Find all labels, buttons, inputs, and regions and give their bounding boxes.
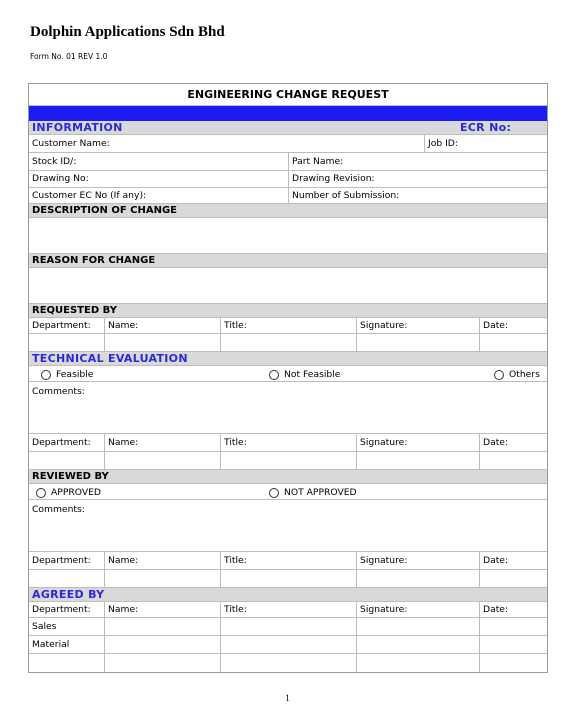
- requested-date-input[interactable]: [479, 334, 547, 351]
- col-name: Name:: [104, 552, 220, 569]
- sales-signature-input[interactable]: [356, 618, 479, 635]
- information-heading: INFORMATION: [32, 121, 123, 134]
- col-date: Date:: [479, 602, 547, 617]
- technical-header-row: [29, 434, 547, 452]
- requested-by-header-row: [29, 318, 547, 334]
- material-date-input[interactable]: [479, 636, 547, 653]
- requested-by-heading: REQUESTED BY: [32, 305, 117, 316]
- agreed-row-blank: [29, 654, 547, 672]
- agreed-material-label: Material: [32, 639, 70, 650]
- technical-signature-input[interactable]: [356, 452, 479, 469]
- col-signature: Signature:: [356, 602, 479, 617]
- reason-heading: REASON FOR CHANGE: [32, 255, 156, 266]
- requested-by-entry-row: [29, 334, 547, 352]
- option-feasible-label: Feasible: [56, 369, 94, 380]
- title-accent-bar: [29, 106, 547, 121]
- agreed-sales-label: Sales: [32, 621, 57, 632]
- info-row-ec: [29, 188, 547, 204]
- radio-icon[interactable]: [494, 370, 504, 380]
- blank-date-input[interactable]: [479, 654, 547, 672]
- col-department: Department:: [32, 320, 91, 331]
- requested-signature-input[interactable]: [356, 334, 479, 351]
- radio-icon[interactable]: [269, 488, 279, 498]
- info-row-stock: [29, 153, 547, 171]
- radio-icon[interactable]: [36, 488, 46, 498]
- technical-comments-label: Comments:: [32, 386, 85, 397]
- review-comments-field[interactable]: [29, 500, 547, 552]
- section-technical-evaluation: [29, 352, 547, 366]
- requested-department-input[interactable]: [29, 334, 104, 351]
- agreed-header-row: [29, 602, 547, 618]
- col-signature: Signature:: [356, 552, 479, 569]
- technical-date-input[interactable]: [479, 452, 547, 469]
- option-others-label: Others: [509, 369, 540, 380]
- customer-ec-field[interactable]: Customer EC No (If any):: [32, 190, 147, 201]
- option-approved-label: APPROVED: [51, 487, 101, 498]
- col-date: Date:: [479, 434, 547, 451]
- col-name: Name:: [104, 318, 220, 333]
- material-name-input[interactable]: [104, 636, 220, 653]
- description-heading: DESCRIPTION OF CHANGE: [32, 205, 177, 216]
- review-comments-label: Comments:: [32, 504, 85, 515]
- option-others[interactable]: [494, 369, 540, 380]
- col-department: Department:: [32, 604, 91, 615]
- col-title: Title:: [220, 552, 356, 569]
- section-requested-by: [29, 304, 547, 318]
- technical-name-input[interactable]: [104, 452, 220, 469]
- col-name: Name:: [104, 434, 220, 451]
- customer-name-field[interactable]: Customer Name:: [32, 137, 110, 149]
- technical-entry-row: [29, 452, 547, 470]
- col-title: Title:: [220, 318, 356, 333]
- blank-title-input[interactable]: [220, 654, 356, 672]
- option-not-approved-label: NOT APPROVED: [284, 487, 357, 498]
- col-department: Department:: [32, 437, 91, 448]
- section-agreed-by: [29, 588, 547, 602]
- blank-name-input[interactable]: [104, 654, 220, 672]
- review-date-input[interactable]: [479, 570, 547, 587]
- material-signature-input[interactable]: [356, 636, 479, 653]
- stock-id-field[interactable]: Stock ID/:: [32, 155, 77, 167]
- option-not-feasible-label: Not Feasible: [284, 369, 341, 380]
- form-title: ENGINEERING CHANGE REQUEST: [29, 84, 547, 106]
- col-title: Title:: [220, 602, 356, 617]
- review-header-row: [29, 552, 547, 570]
- col-date: Date:: [479, 318, 547, 333]
- review-title-input[interactable]: [220, 570, 356, 587]
- page-number: 1: [285, 693, 290, 703]
- review-options-row: [29, 484, 547, 500]
- review-name-input[interactable]: [104, 570, 220, 587]
- section-description: [29, 204, 547, 218]
- reviewed-by-heading: REVIEWED BY: [32, 471, 109, 482]
- ecr-number-label: ECR No:: [460, 121, 512, 134]
- sales-title-input[interactable]: [220, 618, 356, 635]
- part-name-field[interactable]: Part Name:: [288, 153, 547, 170]
- review-department-input[interactable]: [29, 570, 104, 587]
- job-id-field[interactable]: Job ID:: [424, 135, 547, 152]
- technical-department-input[interactable]: [29, 452, 104, 469]
- option-feasible[interactable]: [41, 369, 93, 380]
- col-signature: Signature:: [356, 318, 479, 333]
- material-title-input[interactable]: [220, 636, 356, 653]
- submission-number-field[interactable]: Number of Submission:: [288, 188, 547, 203]
- review-signature-input[interactable]: [356, 570, 479, 587]
- agreed-by-heading: AGREED BY: [32, 588, 105, 601]
- sales-name-input[interactable]: [104, 618, 220, 635]
- section-reason: [29, 254, 547, 268]
- col-title: Title:: [220, 434, 356, 451]
- sales-date-input[interactable]: [479, 618, 547, 635]
- option-not-approved[interactable]: [269, 487, 357, 498]
- section-information: [29, 121, 547, 135]
- ecr-form: [28, 83, 548, 673]
- option-not-feasible[interactable]: [269, 369, 340, 380]
- info-row-customer: [29, 135, 547, 153]
- blank-department-input[interactable]: [29, 654, 104, 672]
- drawing-revision-field[interactable]: Drawing Revision:: [288, 171, 547, 188]
- requested-title-input[interactable]: [220, 334, 356, 351]
- radio-icon[interactable]: [269, 370, 279, 380]
- requested-name-input[interactable]: [104, 334, 220, 351]
- technical-title-input[interactable]: [220, 452, 356, 469]
- blank-signature-input[interactable]: [356, 654, 479, 672]
- option-approved[interactable]: [36, 487, 101, 498]
- drawing-no-field[interactable]: Drawing No:: [32, 173, 89, 185]
- section-reviewed-by: [29, 470, 547, 484]
- col-date: Date:: [479, 552, 547, 569]
- technical-options-row: [29, 366, 547, 382]
- radio-icon[interactable]: [41, 370, 51, 380]
- info-row-drawing: [29, 171, 547, 189]
- agreed-row-sales: [29, 618, 547, 636]
- reason-field[interactable]: [29, 268, 547, 304]
- agreed-row-material: [29, 636, 547, 654]
- col-department: Department:: [32, 555, 91, 566]
- form-number: Form No. 01 REV 1.0: [30, 52, 108, 61]
- col-name: Name:: [104, 602, 220, 617]
- technical-comments-field[interactable]: [29, 382, 547, 434]
- col-signature: Signature:: [356, 434, 479, 451]
- technical-evaluation-heading: TECHNICAL EVALUATION: [32, 352, 188, 365]
- description-field[interactable]: [29, 218, 547, 254]
- company-name: Dolphin Applications Sdn Bhd: [30, 24, 225, 40]
- review-entry-row: [29, 570, 547, 588]
